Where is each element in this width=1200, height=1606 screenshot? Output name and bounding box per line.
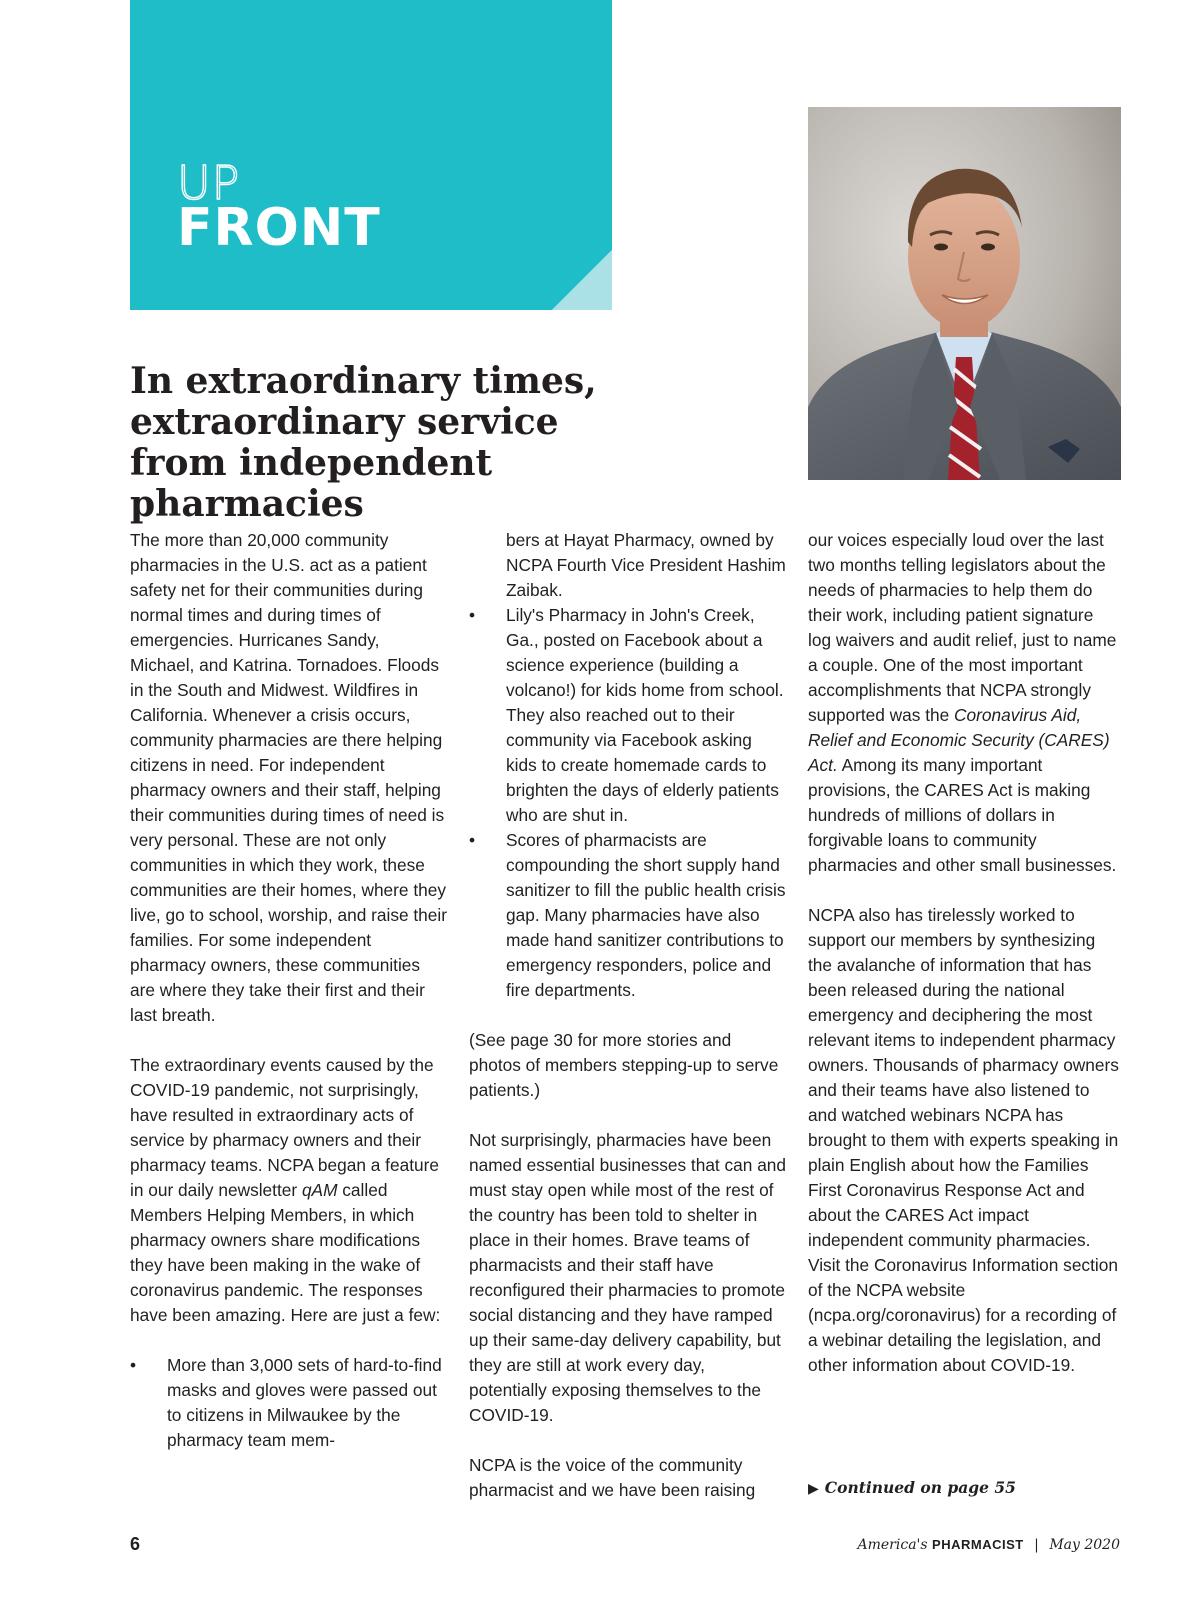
article-column-2 [469,528,787,1528]
portrait-illustration [808,107,1121,480]
list-item: • More than 3,000 sets of hard-to-find masks and gloves were passed out to citizens in Milwaukee by the pharmacy team mem- [130,1355,442,1450]
page-number: 6 [130,1534,141,1554]
paragraph: The more than 20,000 community pharmacies in the U.S. act as a patient safety net for their communities during normal times and during times of emergencies. Hurricanes Sandy, Michael, and Katrina. Tornadoes. Floods in the South and Midwest. Wildfires in California. Whenever a crisis occurs, community pharmacies are there helping citizens in need. For independent pharmacy owners and their staff, helping their communities during times of need is very personal. These are not only communities in which they work, these communities are their homes, where they live, go to school, worship, and raise their families. For some independent pharmacy owners, these communities are where they take their first and their last breath. [130,530,447,1025]
article-column-1 [130,528,448,1478]
list-item: • Lily's Pharmacy in John's Creek, Ga., posted on Facebook about a science experience (building a volcano!) for kids home from school. They also reached out to their community via Facebook asking kids to create homemade cards to brighten the days of elderly patients who are shut in. [469,605,784,825]
paragraph: The extraordinary events caused by the COVID-19 pandemic, not surprisingly, have resulted in extraordinary acts of service by pharmacy owners and their pharmacy teams. NCPA began a feature in our daily newsletter qAM called Members Helping Members, in which pharmacy owners share modifications they have been making in the wake of coronavirus pandemic. The responses have been amazing. Here are just a few: [130,1055,441,1325]
article-headline: In extraordinary times, extraordinary service from independent pharmacies [130,360,597,525]
play-triangle-icon: ▶ [808,1481,819,1497]
author-photo [808,107,1121,480]
bullet-list [130,1353,448,1453]
bullet-icon: • [469,830,476,850]
bullet-list [469,528,787,1003]
list-item: bers at Hayat Pharmacy, owned by NCPA Fourth Vice President Hashim Zaibak. [506,530,786,600]
continued-link[interactable]: ▶ Continued on page 55 [808,1478,1016,1497]
paragraph: Not surprisingly, pharmacies have been named essential businesses that can and must stay open while most of the rest of the country has been told to shelter in place in their homes. Brave teams of pharmacists and their staff have reconfigured their pharmacies to promote social distancing and they have ramped up their same-day delivery capability, but they are still at work every day, potentially exposing themselves to the COVID-19. [469,1130,787,1425]
section-banner [130,0,612,310]
section-label-up: UP [177,156,241,210]
section-label-front: FRONT [177,198,381,258]
bullet-icon: • [130,1355,137,1375]
list-item: • Scores of pharmacists are compounding the short supply hand sanitizer to fill the public health crisis gap. Many pharmacies have also made hand sanitizer contributions to emergency responders, police and fire departments. [469,830,786,1000]
paragraph: NCPA also has tirelessly worked to support our members by synthesizing the avalanche of information that has been released during the national emergency and deciphering the most relevant items to independent pharmacy owners. Thousands of pharmacy owners and their teams have also listened to and watched webinars NCPA has brought to them with experts speaking in plain English about how the Families First Coronavirus Response Act and about the CARES Act impact independent community pharmacies. Visit the Coronavirus Information section of the NCPA website (ncpa.org/coronavirus) for a recording of a webinar detailing the legislation, and other information about COVID-19. [808,905,1119,1375]
paragraph: our voices especially loud over the last two months telling legislators about the needs of pharmacies to help them do their work, including patient signature log waivers and audit relief, just to name a couple. One of the most important accomplishments that NCPA strongly supported was the Coronavirus Aid, Relief and Economic Security (CARES) Act. Among its many important provisions, the CARES Act is making hundreds of millions of dollars in forgivable loans to community pharmacies and other small businesses. [808,530,1117,875]
bullet-icon: • [469,605,476,625]
paragraph: NCPA is the voice of the community pharmacist and we have been raising [469,1455,756,1500]
magazine-footer: America's PHARMACIST | May 2020 [857,1537,1120,1553]
article-column-3 [808,528,1120,1403]
paragraph: (See page 30 for more stories and photos of members stepping-up to serve patients.) [469,1030,779,1100]
